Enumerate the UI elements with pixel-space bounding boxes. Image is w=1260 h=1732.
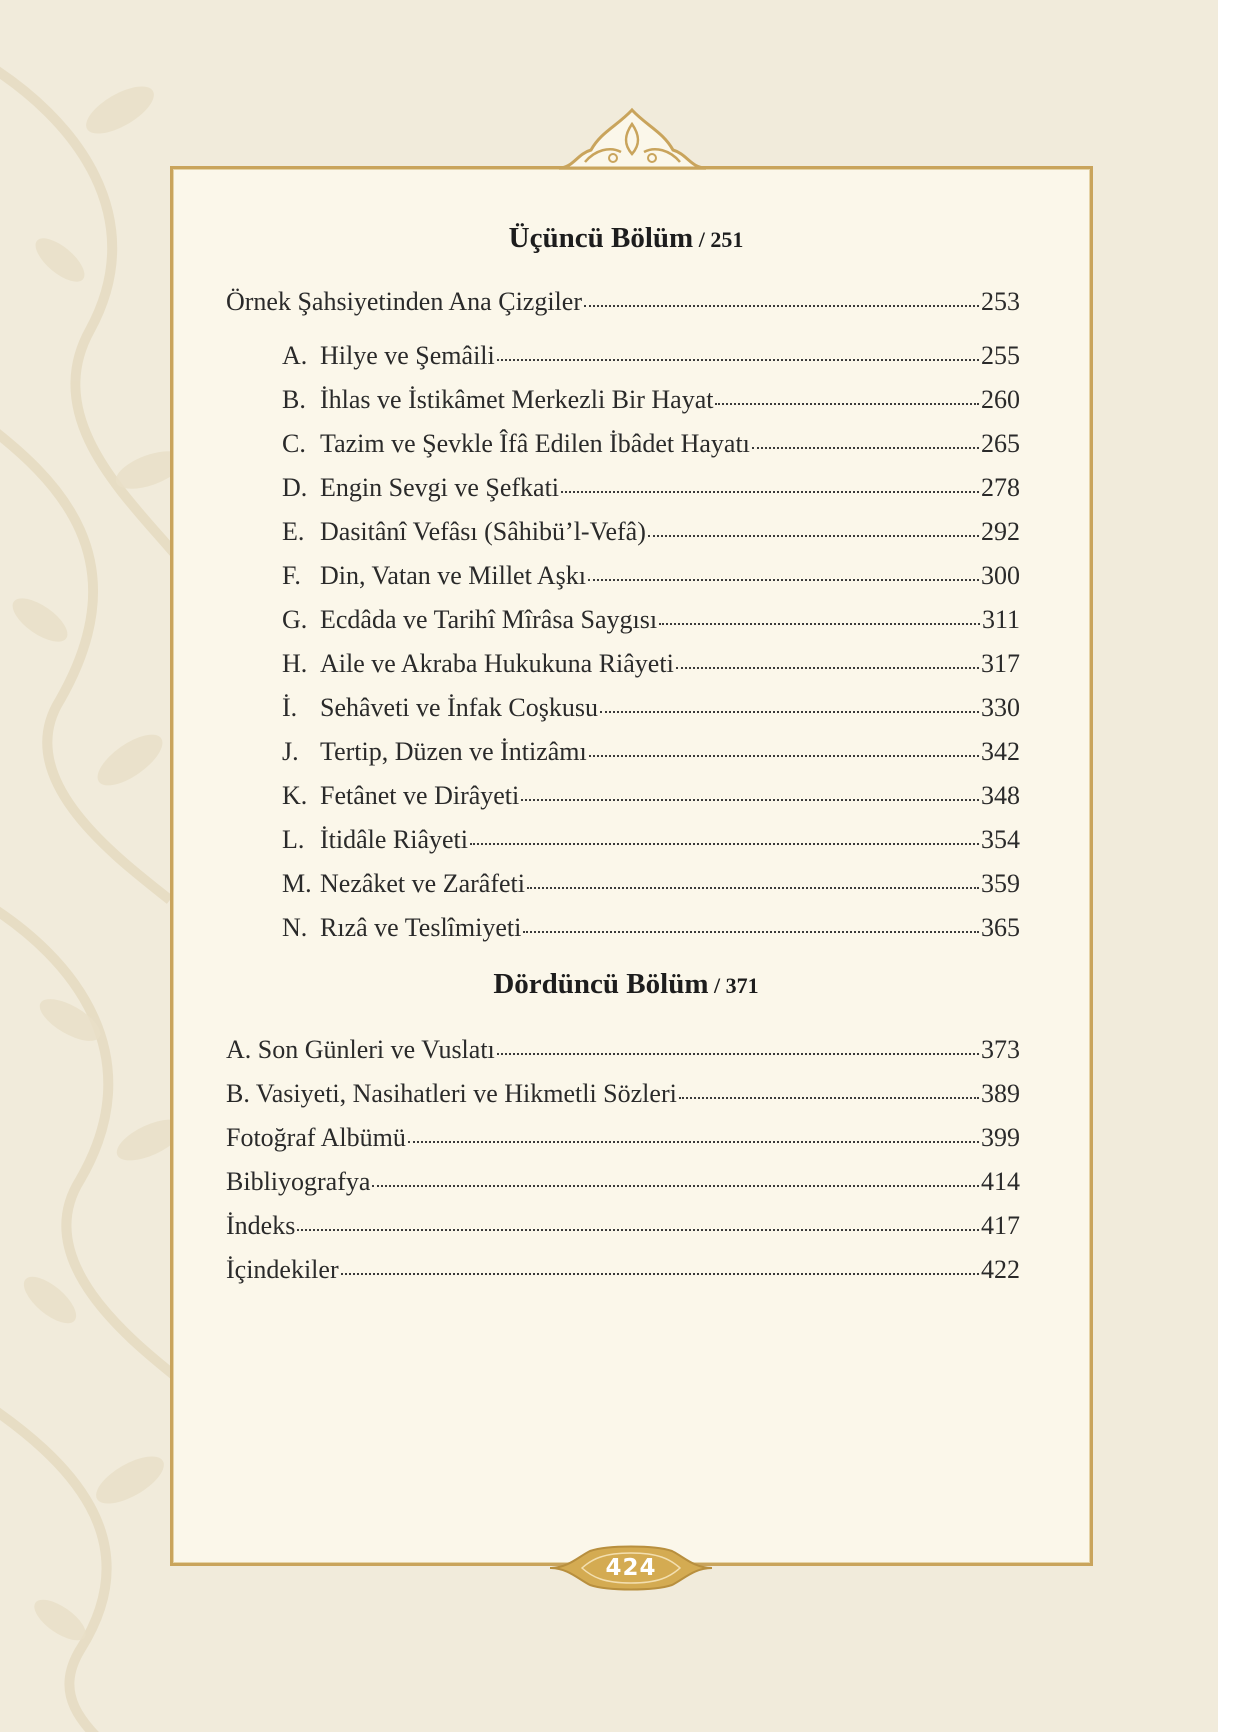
toc-entry-page: 389	[981, 1079, 1020, 1108]
toc-dot-leader	[659, 597, 980, 625]
toc-entry-title: Tertip, Düzen ve İntizâmı	[320, 737, 587, 766]
toc-entry[interactable]	[226, 378, 1020, 422]
toc-entry-page: 422	[981, 1255, 1020, 1284]
toc-dot-leader	[297, 1203, 979, 1231]
toc-entry[interactable]	[226, 1072, 1020, 1116]
section-heading-separator: /	[708, 973, 726, 998]
toc-dot-leader	[715, 377, 979, 405]
toc-entry[interactable]	[226, 862, 1020, 906]
toc-entry[interactable]	[226, 818, 1020, 862]
top-crest-ornament	[555, 102, 710, 170]
toc-entry[interactable]	[226, 730, 1020, 774]
section-heading-separator: /	[693, 227, 711, 252]
toc-entry-page: 399	[981, 1123, 1020, 1152]
toc-entry[interactable]	[226, 598, 1020, 642]
toc-dot-leader	[372, 1159, 979, 1187]
toc-entry-title: Aile ve Akraba Hukukuna Riâyeti	[320, 649, 674, 678]
toc-entry-page: 260	[981, 385, 1020, 414]
toc-entry-title: A. Son Günleri ve Vuslatı	[226, 1035, 495, 1064]
toc-dot-leader	[584, 279, 979, 307]
toc-entry-letter: M.	[282, 869, 312, 898]
toc-dot-leader	[561, 465, 979, 493]
toc-entry[interactable]	[226, 1160, 1020, 1204]
section-heading-title: Dördüncü Bölüm	[493, 968, 709, 1000]
toc-entry[interactable]	[226, 686, 1020, 730]
toc-dot-leader	[497, 1027, 979, 1055]
toc-dot-leader	[752, 421, 979, 449]
toc-entry-page: 348	[981, 781, 1020, 810]
page-edge-strip	[1218, 0, 1260, 1732]
toc-entry-title: Fetânet ve Dirâyeti	[320, 781, 520, 810]
section-heading-4	[226, 968, 1026, 1001]
toc-entry-letter: J.	[282, 737, 299, 766]
toc-entry-title: Bibliyografya	[226, 1167, 371, 1196]
toc-dot-leader	[589, 729, 979, 757]
toc-entry-letter: G.	[282, 605, 308, 634]
toc-entry[interactable]	[226, 334, 1020, 378]
toc-entry[interactable]	[226, 1116, 1020, 1160]
toc-entry-page: 359	[981, 869, 1020, 898]
toc-entry-page: 330	[981, 693, 1020, 722]
toc-entry-letter: İ.	[282, 693, 298, 722]
toc-entry-title: Fotoğraf Albümü	[226, 1123, 406, 1152]
section-heading-page: 251	[710, 227, 744, 252]
toc-dot-leader	[676, 641, 979, 669]
toc-entry-page: 292	[981, 517, 1020, 546]
section-heading-page: 371	[725, 973, 759, 998]
toc-entry[interactable]	[226, 554, 1020, 598]
toc-entry[interactable]	[226, 466, 1020, 510]
toc-dot-leader	[523, 905, 979, 933]
toc-entry-letter: A.	[282, 341, 308, 370]
toc-entry-letter: B.	[282, 385, 306, 414]
toc-entry-letter: H.	[282, 649, 308, 678]
toc-entry-page: 414	[981, 1167, 1020, 1196]
toc-dot-leader	[341, 1247, 979, 1275]
toc-entry-letter: D.	[282, 473, 308, 502]
toc-dot-leader	[470, 817, 979, 845]
toc-entry-page: 265	[981, 429, 1020, 458]
toc-dot-leader	[588, 553, 979, 581]
toc-entry-title: İhlas ve İstikâmet Merkezli Bir Hayat	[320, 385, 714, 414]
toc-entry-title: Din, Vatan ve Millet Aşkı	[320, 561, 587, 590]
toc-dot-leader	[497, 333, 979, 361]
toc-entry[interactable]	[226, 1028, 1020, 1072]
page-number: 424	[605, 1555, 657, 1581]
toc-entry-page: 354	[981, 825, 1020, 854]
toc-entry-title: İndeks	[226, 1211, 296, 1240]
toc-entry-title: Sehâveti ve İnfak Coşkusu	[320, 693, 599, 722]
toc-dot-leader	[600, 685, 979, 713]
toc-dot-leader	[521, 773, 979, 801]
toc-entry-title: Nezâket ve Zarâfeti	[320, 869, 525, 898]
toc-section-3	[226, 280, 1020, 950]
section-heading-title: Üçüncü Bölüm	[508, 222, 694, 254]
toc-entry-page: 317	[981, 649, 1020, 678]
toc-entry-letter: K.	[282, 781, 308, 810]
toc-entry-page: 342	[981, 737, 1020, 766]
toc-entry-title: Hilye ve Şemâili	[320, 341, 495, 370]
section-heading-3	[226, 222, 1026, 255]
toc-entry-letter: E.	[282, 517, 305, 546]
toc-entry-title: Örnek Şahsiyetinden Ana Çizgiler	[226, 287, 582, 316]
toc-entry-letter: C.	[282, 429, 306, 458]
toc-entry-title: Ecdâda ve Tarihî Mîrâsa Saygısı	[320, 605, 658, 634]
toc-entry-title: İçindekiler	[226, 1255, 339, 1284]
toc-dot-leader	[648, 509, 979, 537]
toc-entry-title: Dasitânî Vefâsı (Sâhibü’l-Vefâ)	[320, 517, 646, 546]
toc-entry-page: 278	[981, 473, 1020, 502]
toc-entry-title: İtidâle Riâyeti	[320, 825, 469, 854]
toc-entry-title: B. Vasiyeti, Nasihatleri ve Hikmetli Sözleri	[226, 1079, 677, 1108]
toc-entry-page: 253	[981, 287, 1020, 316]
toc-entry-letter: F.	[282, 561, 301, 590]
toc-entry-title: Rızâ ve Teslîmiyeti	[320, 913, 522, 942]
toc-dot-leader	[408, 1115, 979, 1143]
toc-entry-title: Tazim ve Şevkle Îfâ Edilen İbâdet Hayatı	[320, 429, 750, 458]
toc-entry[interactable]	[226, 280, 1020, 324]
toc-entry[interactable]	[226, 774, 1020, 818]
toc-entry-title: Engin Sevgi ve Şefkati	[320, 473, 560, 502]
toc-entry-page: 373	[981, 1035, 1020, 1064]
toc-entry[interactable]	[226, 510, 1020, 554]
toc-dot-leader	[679, 1071, 979, 1099]
toc-entry-letter: L.	[282, 825, 305, 854]
toc-entry-page: 255	[981, 341, 1020, 370]
toc-entry-letter: N.	[282, 913, 308, 942]
toc-entry-page: 417	[981, 1211, 1020, 1240]
toc-entry-page: 365	[981, 913, 1020, 942]
toc-entry[interactable]	[226, 906, 1020, 950]
toc-entry-page: 300	[981, 561, 1020, 590]
toc-section-4	[226, 1028, 1020, 1292]
toc-entry[interactable]	[226, 642, 1020, 686]
toc-dot-leader	[527, 861, 979, 889]
toc-entry-page: 311	[981, 605, 1020, 634]
toc-entry[interactable]	[226, 422, 1020, 466]
toc-entry[interactable]	[226, 1248, 1020, 1292]
toc-entry[interactable]	[226, 1204, 1020, 1248]
